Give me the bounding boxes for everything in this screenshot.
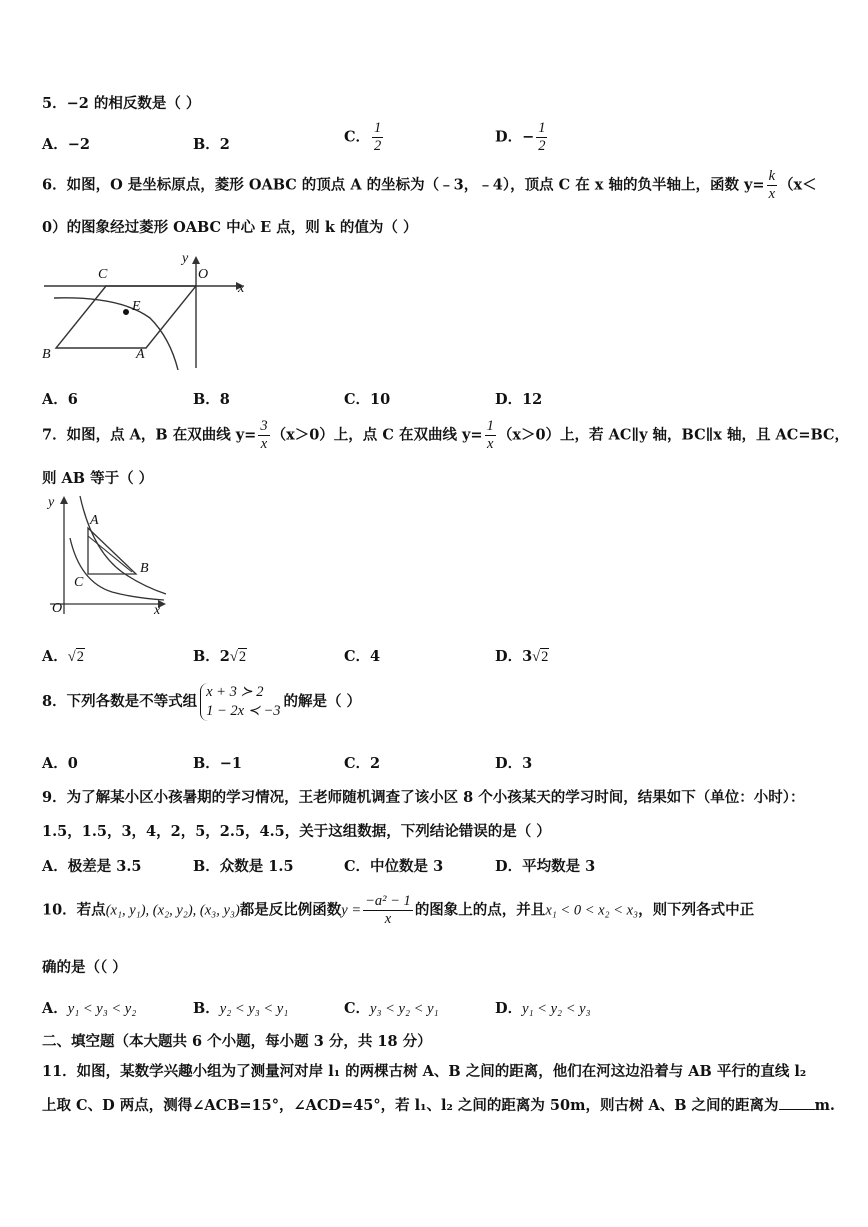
q5-option-d [495, 120, 549, 155]
label-x: x [154, 603, 161, 618]
q6-stem-line1 [42, 168, 817, 203]
q5-stem: 5．−2 的相反数是（ ） [42, 95, 201, 112]
q5-option-c-label: C． [344, 128, 371, 146]
q10-stem-line2: 确的是（（ ） [42, 959, 127, 976]
fraction-numerator: 3 [260, 418, 268, 434]
fraction-denominator: x [260, 436, 268, 452]
q8-stem-text-2: 的解是（ ） [283, 693, 362, 710]
q10-option-a [42, 997, 136, 1018]
label-c: C [74, 575, 84, 590]
q10-points: (x₁, y₁), (x₂, y₂), (x₃, y₃) [105, 902, 240, 919]
q6-option-b: B．8 [193, 391, 230, 408]
label-o: O [198, 267, 209, 282]
option-value: y₁ < y₂ < y₃ [522, 1001, 591, 1017]
q7-stem-text: 7．如图，点 A，B 在双曲线 y= [42, 426, 257, 444]
option-label: A． [42, 648, 68, 665]
hyperbola-3-over-x [80, 496, 166, 594]
option-label: D．3 [495, 648, 533, 665]
sqrt-sign: √ [532, 649, 541, 665]
q8-option-b: B．−1 [193, 755, 242, 772]
q8-stem [42, 683, 361, 721]
q7-stem-text-3: （x＞0）上，若 AC∥y 轴，BC∥x 轴，且 AC=BC， [497, 426, 850, 444]
fraction-denominator: 2 [374, 138, 382, 154]
q10-function-lhs: y = [341, 902, 362, 919]
option-value: y₁ < y₃ < y₂ [67, 1001, 137, 1017]
fraction-numerator: 1 [538, 120, 546, 136]
point-e [123, 309, 129, 315]
label-b: B [42, 347, 51, 362]
q9-stem-line1: 9．为了解某小区小孩暑期的学习情况，王老师随机调查了该小区 8 个小孩某天的学习时间，结果如下（单位：小时）： [42, 789, 805, 806]
inequality-2: 1 − 2x ≺ −3 [206, 703, 281, 719]
q10-stem-text-4: ，则下列各式中正 [638, 901, 755, 919]
q6-option-d: D．12 [495, 391, 543, 408]
q10-stem-text-2: 都是反比例函数 [239, 901, 342, 919]
q6-stem-text: 6．如图，O 是坐标原点，菱形 OABC 的顶点 A 的坐标为（﹣3，﹣4），顶点 C 在 x 轴的负半轴上，函数 y= [42, 176, 765, 194]
q8-stem-text: 8．下列各数是不等式组 [42, 693, 198, 710]
q11-stem-text: 上取 C、D 两点，测得∠ACB=15°，∠ACD=45°，若 l₁、l₂ 之间的距离为 50m，则古树 A、B 之间的距离为 [42, 1097, 779, 1114]
fraction-numerator: 1 [374, 120, 382, 136]
q5-option-a: A．−2 [42, 136, 90, 153]
q6-figure [40, 248, 252, 372]
label-a: A [90, 513, 99, 528]
answer-blank[interactable] [779, 1109, 815, 1110]
q6-stem-line2: 0）的图象经过菱形 OABC 中心 E 点，则 k 的值为（ ） [42, 219, 418, 236]
q5-option-b: B．2 [193, 136, 230, 153]
q6-option-a: A．6 [42, 391, 78, 408]
q8-option-d: D．3 [495, 755, 533, 772]
q8-option-c: C．2 [344, 755, 381, 772]
inequality-1: x + 3 ≻ 2 [206, 684, 264, 700]
label-o: O [52, 601, 63, 616]
q10-option-c [344, 997, 439, 1018]
q7-option-b [193, 645, 247, 666]
q7-figure [40, 490, 172, 618]
q7-fraction-1 [258, 418, 269, 453]
hyperbola-1-over-x [70, 538, 164, 600]
q6-stem-text-2: （x＜ [779, 176, 817, 194]
label-x: x [238, 281, 245, 296]
fraction-numerator: −a² − 1 [365, 893, 411, 909]
q7-option-c: C．4 [344, 648, 381, 665]
q6-option-c: C．10 [344, 391, 391, 408]
sqrt-sign: √ [67, 649, 76, 665]
sqrt-sign: √ [229, 649, 238, 665]
q9-option-d: D．平均数是 3 [495, 858, 596, 875]
q7-stem-line2: 则 AB 等于（ ） [42, 470, 154, 487]
option-label: D． [495, 1000, 523, 1017]
fraction-numerator: 1 [486, 418, 494, 434]
fraction-denominator: x [384, 911, 392, 927]
y-axis-arrow [60, 496, 68, 504]
y-axis-arrow [192, 256, 200, 264]
q10-stem-line1 [42, 893, 754, 928]
label-y: y [48, 495, 55, 510]
q9-stem-line2: 1.5，1.5，3，4，2，5，2.5，4.5，关于这组数据，下列结论错误的是（ ） [42, 823, 551, 840]
q5-option-d-label: D．− [495, 128, 535, 146]
label-y: y [182, 251, 189, 266]
q5-option-c [344, 120, 385, 155]
sqrt-radicand: 2 [76, 649, 84, 665]
fraction-denominator: 2 [538, 138, 546, 154]
q7-option-a [42, 645, 85, 666]
option-label: B．2 [193, 648, 230, 665]
sqrt-radicand: 2 [238, 649, 247, 665]
option-value: y₃ < y₂ < y₁ [370, 1001, 439, 1017]
q11-stem-unit: m. [814, 1097, 835, 1114]
option-label: C． [344, 1000, 371, 1017]
q11-stem-line1: 11．如图，某数学兴趣小组为了测量河对岸 l₁ 的两棵古树 A、B 之间的距离，他们在河这边沿着与 AB 平行的直线 l₂ [42, 1063, 807, 1080]
triangle-abc [88, 528, 136, 574]
q10-stem-text: 10．若点 [42, 901, 106, 919]
q8-option-a: A．0 [42, 755, 78, 772]
hyperbola-curve [54, 298, 178, 370]
q10-stem-text-3: 的图象上的点，并且 [414, 901, 546, 919]
q7-fraction-2 [485, 418, 496, 453]
label-c: C [98, 267, 108, 282]
option-value: y₂ < y₃ < y₁ [219, 1001, 289, 1017]
q9-option-c: C．中位数是 3 [344, 858, 444, 875]
q10-option-d [495, 997, 591, 1018]
q7-stem-line1 [42, 418, 849, 453]
section-title: 二、填空题（本大题共 6 个小题，每小题 3 分，共 18 分） [42, 1033, 432, 1050]
q7-option-d [495, 645, 549, 666]
q11-stem-line2 [42, 1094, 835, 1115]
q6-function-fraction [767, 168, 777, 203]
q9-option-b: B．众数是 1.5 [193, 858, 294, 875]
fraction-denominator: x [486, 436, 494, 452]
q10-function-fraction [363, 893, 413, 928]
triangle-inner-line [88, 536, 132, 572]
option-label: A． [42, 1000, 68, 1017]
option-label: B． [193, 1000, 220, 1017]
q5-option-c-fraction [372, 120, 383, 155]
rhombus-oabc [56, 286, 196, 348]
q10-option-b [193, 997, 288, 1018]
sqrt-radicand: 2 [541, 649, 549, 665]
q5-option-d-fraction [536, 120, 547, 155]
q9-option-a: A．极差是 3.5 [42, 858, 142, 875]
fraction-numerator: k [768, 168, 776, 184]
q7-stem-text-2: （x＞0）上，点 C 在双曲线 y= [271, 426, 483, 444]
label-e: E [132, 299, 141, 314]
label-a: A [136, 347, 145, 362]
label-b: B [140, 561, 149, 576]
fraction-denominator: x [768, 186, 776, 202]
q8-inequality-system [200, 683, 280, 721]
q10-condition: x₁ < 0 < x₂ < x₃ [545, 902, 639, 919]
